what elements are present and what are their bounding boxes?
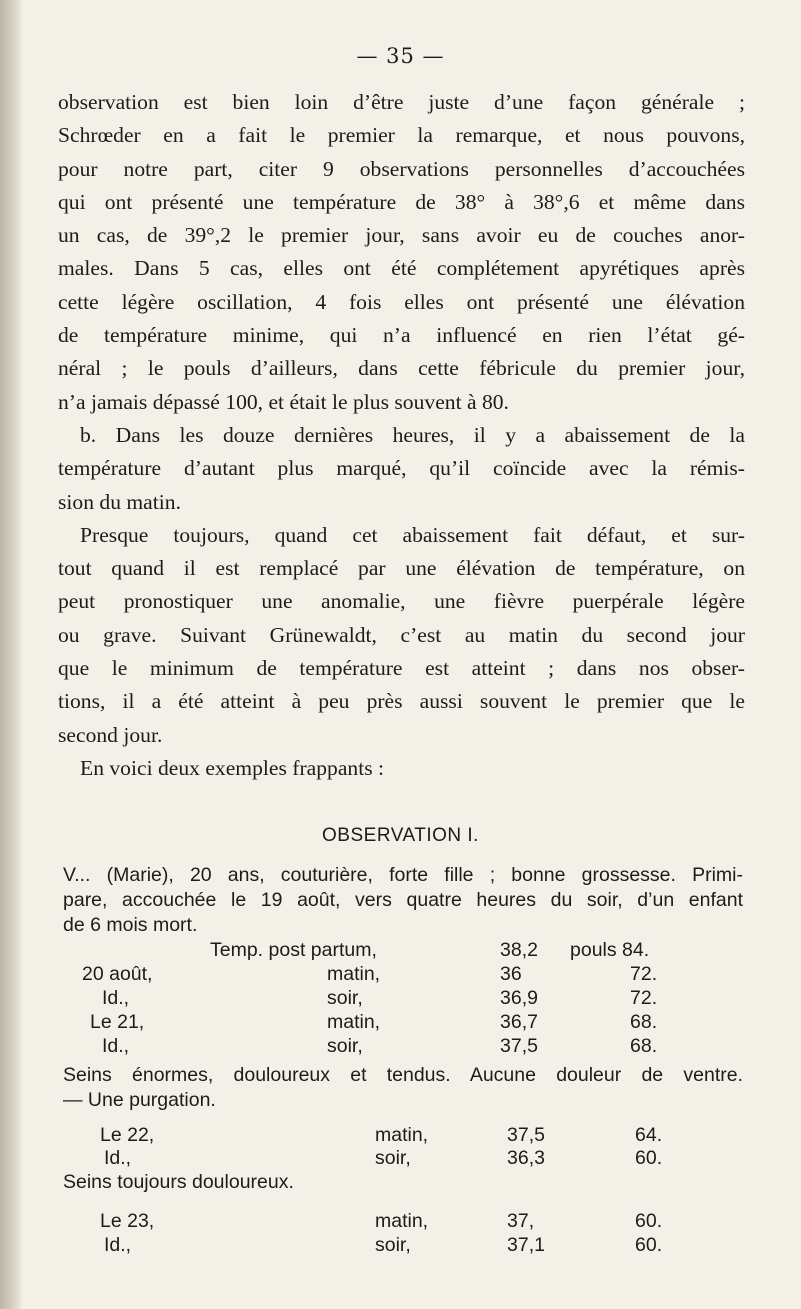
temp-cell: 36,7 bbox=[500, 1011, 538, 1033]
observation-note bbox=[0, 1171, 801, 1197]
table-row bbox=[0, 963, 801, 989]
temp-cell: 37,5 bbox=[500, 1035, 538, 1057]
text-line: cette légère oscillation, 4 fois elles ont présenté une élévation bbox=[58, 289, 745, 314]
temp-cell: 36,9 bbox=[500, 987, 538, 1009]
paragraph-1 bbox=[58, 86, 745, 419]
time-cell: soir, bbox=[327, 1035, 363, 1057]
header-pouls: pouls 84. bbox=[570, 939, 650, 961]
paragraph-4 bbox=[58, 752, 745, 785]
table-row bbox=[0, 987, 801, 1013]
text-line: qui ont présenté une température de 38° à 38°,6 et même dans bbox=[58, 189, 745, 214]
time-cell: matin, bbox=[327, 1011, 381, 1033]
pouls-cell: 72. bbox=[630, 987, 658, 1009]
text-line: En voici deux exemples frappants : bbox=[80, 755, 385, 780]
note-text: Seins toujours douloureux. bbox=[63, 1171, 294, 1193]
text-line: Seins énormes, douloureux et tendus. Aucune douleur de ventre. bbox=[63, 1064, 743, 1086]
time-cell: soir, bbox=[375, 1147, 411, 1169]
day-cell: Id., bbox=[102, 987, 130, 1009]
text-line: température d’autant plus marqué, qu’il coïncide avec la rémis- bbox=[58, 456, 745, 481]
header-label: Temp. post partum, bbox=[210, 939, 377, 961]
pouls-cell: 68. bbox=[630, 1035, 658, 1057]
temp-cell: 37,5 bbox=[507, 1124, 545, 1146]
text-line: un cas, de 39°,2 le premier jour, sans avoir eu de couches anor- bbox=[58, 223, 745, 248]
temp-cell: 37,1 bbox=[507, 1234, 545, 1256]
temp-cell: 36,3 bbox=[507, 1147, 545, 1169]
text-line: tions, il a été atteint à peu près aussi souvent le premier que le bbox=[58, 689, 745, 714]
pouls-cell: 72. bbox=[630, 963, 658, 985]
text-line: de 6 mois mort. bbox=[63, 914, 198, 936]
main-text bbox=[58, 86, 745, 785]
text-line: n’a jamais dépassé 100, et était le plus souvent à 80. bbox=[58, 389, 509, 414]
text-line: observation est bien loin d’être juste d’une façon générale ; bbox=[58, 90, 745, 114]
time-cell: matin, bbox=[375, 1210, 429, 1232]
observation-title: OBSERVATION I. bbox=[322, 825, 479, 846]
day-cell: Le 22, bbox=[100, 1124, 155, 1146]
text-line: pour notre part, citer 9 observations personnelles d’accouchées bbox=[58, 156, 745, 181]
text-line: Presque toujours, quand cet abaissement fait défaut, et sur- bbox=[80, 522, 745, 547]
observation-intro bbox=[63, 863, 743, 938]
pouls-cell: 60. bbox=[635, 1234, 663, 1256]
table-row bbox=[0, 1234, 801, 1260]
text-line: pare, accouchée le 19 août, vers quatre heures du soir, d’un enfant bbox=[63, 889, 743, 911]
temp-table-header bbox=[0, 939, 801, 965]
pouls-cell: 68. bbox=[630, 1011, 658, 1033]
day-cell: 20 août, bbox=[82, 963, 153, 985]
page-number: — 35 — bbox=[356, 44, 445, 68]
header-temp: 38,2 bbox=[500, 939, 538, 961]
day-cell: Le 21, bbox=[90, 1011, 145, 1033]
temp-cell: 36 bbox=[500, 963, 522, 985]
table-row bbox=[0, 1011, 801, 1037]
pouls-cell: 60. bbox=[635, 1147, 663, 1169]
text-line: peut pronostiquer une anomalie, une fièvre puerpérale légère bbox=[58, 589, 745, 614]
table-row bbox=[0, 1210, 801, 1236]
page-binding-edge bbox=[0, 0, 22, 1309]
text-line: tout quand il est remplacé par une élévation de température, on bbox=[58, 556, 745, 581]
observation-note bbox=[63, 1063, 743, 1113]
text-line: males. Dans 5 cas, elles ont été complétement apyrétiques après bbox=[58, 256, 745, 281]
text-line: b. Dans les douze dernières heures, il y a abaissement de la bbox=[80, 422, 745, 447]
table-row bbox=[0, 1147, 801, 1173]
text-line: sion du matin. bbox=[58, 489, 181, 514]
paragraph-3 bbox=[58, 519, 745, 752]
text-line: Schrœder en a fait le premier la remarque, et nous pouvons, bbox=[58, 123, 745, 148]
text-line: V... (Marie), 20 ans, couturière, forte fille ; bonne grossesse. Primi- bbox=[63, 864, 743, 886]
temp-cell: 37, bbox=[507, 1210, 535, 1232]
time-cell: soir, bbox=[375, 1234, 411, 1256]
text-line: de température minime, qui n’a influencé en rien l’état gé- bbox=[58, 323, 745, 348]
text-line: — Une purgation. bbox=[63, 1089, 216, 1111]
day-cell: Id., bbox=[102, 1035, 130, 1057]
text-line: second jour. bbox=[58, 722, 163, 747]
time-cell: matin, bbox=[375, 1124, 429, 1146]
text-line: que le minimum de température est atteint ; dans nos obser- bbox=[58, 656, 745, 681]
pouls-cell: 60. bbox=[635, 1210, 663, 1232]
text-line: néral ; le pouls d’ailleurs, dans cette fébricule du premier jour, bbox=[58, 356, 745, 381]
day-cell: Id., bbox=[104, 1147, 132, 1169]
paragraph-2 bbox=[58, 419, 745, 519]
pouls-cell: 64. bbox=[635, 1124, 663, 1146]
table-row bbox=[0, 1035, 801, 1061]
day-cell: Id., bbox=[104, 1234, 132, 1256]
day-cell: Le 23, bbox=[100, 1210, 155, 1232]
time-cell: matin, bbox=[327, 963, 381, 985]
text-line: ou grave. Suivant Grünewaldt, c’est au matin du second jour bbox=[58, 622, 745, 647]
time-cell: soir, bbox=[327, 987, 363, 1009]
